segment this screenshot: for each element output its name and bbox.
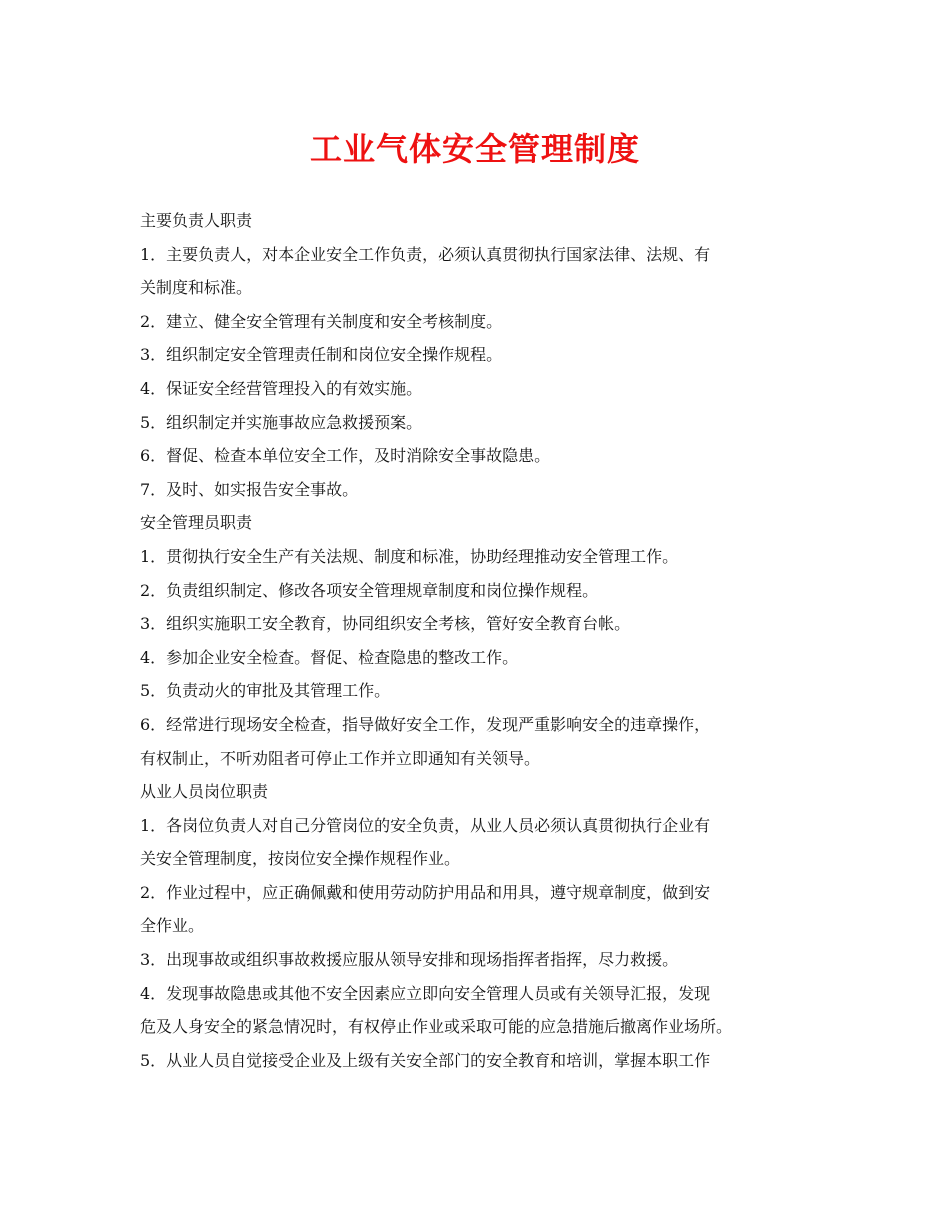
text-line: 1．贯彻执行安全生产有关法规、制度和标准，协助经理推动安全管理工作。 — [140, 546, 679, 566]
text-line: 7．及时、如实报告安全事故。 — [140, 479, 359, 499]
text-line: 1．各岗位负责人对自己分管岗位的安全负责，从业人员必须认真贯彻执行企业有 — [140, 815, 711, 835]
text-line: 危及人身安全的紧急情况时，有权停止作业或采取可能的应急措施后撤离作业场所。 — [140, 1017, 733, 1037]
text-line: 4．保证安全经营管理投入的有效实施。 — [140, 378, 423, 398]
text-line: 3．出现事故或组织事故救援应服从领导安排和现场指挥者指挥，尽力救援。 — [140, 950, 679, 970]
text-line: 1．主要负责人，对本企业安全工作负责，必须认真贯彻执行国家法律、法规、有 — [140, 244, 711, 264]
text-line: 3．组织制定安全管理责任制和岗位安全操作规程。 — [140, 345, 503, 365]
text-line: 5．负责动火的审批及其管理工作。 — [140, 681, 391, 701]
text-line: 关制度和标准。 — [140, 278, 253, 298]
document-title: 工业气体安全管理制度 — [309, 130, 640, 168]
text-line: 全作业。 — [140, 916, 205, 936]
text-line: 2．负责组织制定、修改各项安全管理规章制度和岗位操作规程。 — [140, 580, 599, 600]
text-line: 关安全管理制度，按岗位安全操作规程作业。 — [140, 849, 461, 869]
text-line: 3．组织实施职工安全教育，协同组织安全考核，管好安全教育台帐。 — [140, 614, 631, 634]
document-body — [140, 204, 830, 1077]
text-line: 6．经常进行现场安全检查，指导做好安全工作，发现严重影响安全的违章操作， — [140, 714, 711, 734]
text-line: 有权制止，不听劝阻者可停止工作并立即通知有关领导。 — [140, 748, 541, 768]
text-line: 5．从业人员自觉接受企业及上级有关安全部门的安全教育和培训，掌握本职工作 — [140, 1050, 711, 1070]
section-heading: 主要负责人职责 — [140, 211, 253, 230]
text-line: 4．发现事故隐患或其他不安全因素应立即向安全管理人员或有关领导汇报，发现 — [140, 983, 711, 1003]
section-heading: 从业人员岗位职责 — [140, 782, 269, 802]
text-line: 2．作业过程中，应正确佩戴和使用劳动防护用品和用具，遵守规章制度，做到安 — [140, 882, 711, 902]
text-line: 5．组织制定并实施事故应急救援预案。 — [140, 412, 423, 432]
text-line: 2．建立、健全安全管理有关制度和安全考核制度。 — [140, 311, 503, 331]
text-line: 6．督促、检查本单位安全工作，及时消除安全事故隐患。 — [140, 446, 551, 466]
text-line: 4．参加企业安全检查。督促、检查隐患的整改工作。 — [140, 647, 519, 667]
section-heading: 安全管理员职责 — [140, 513, 253, 533]
